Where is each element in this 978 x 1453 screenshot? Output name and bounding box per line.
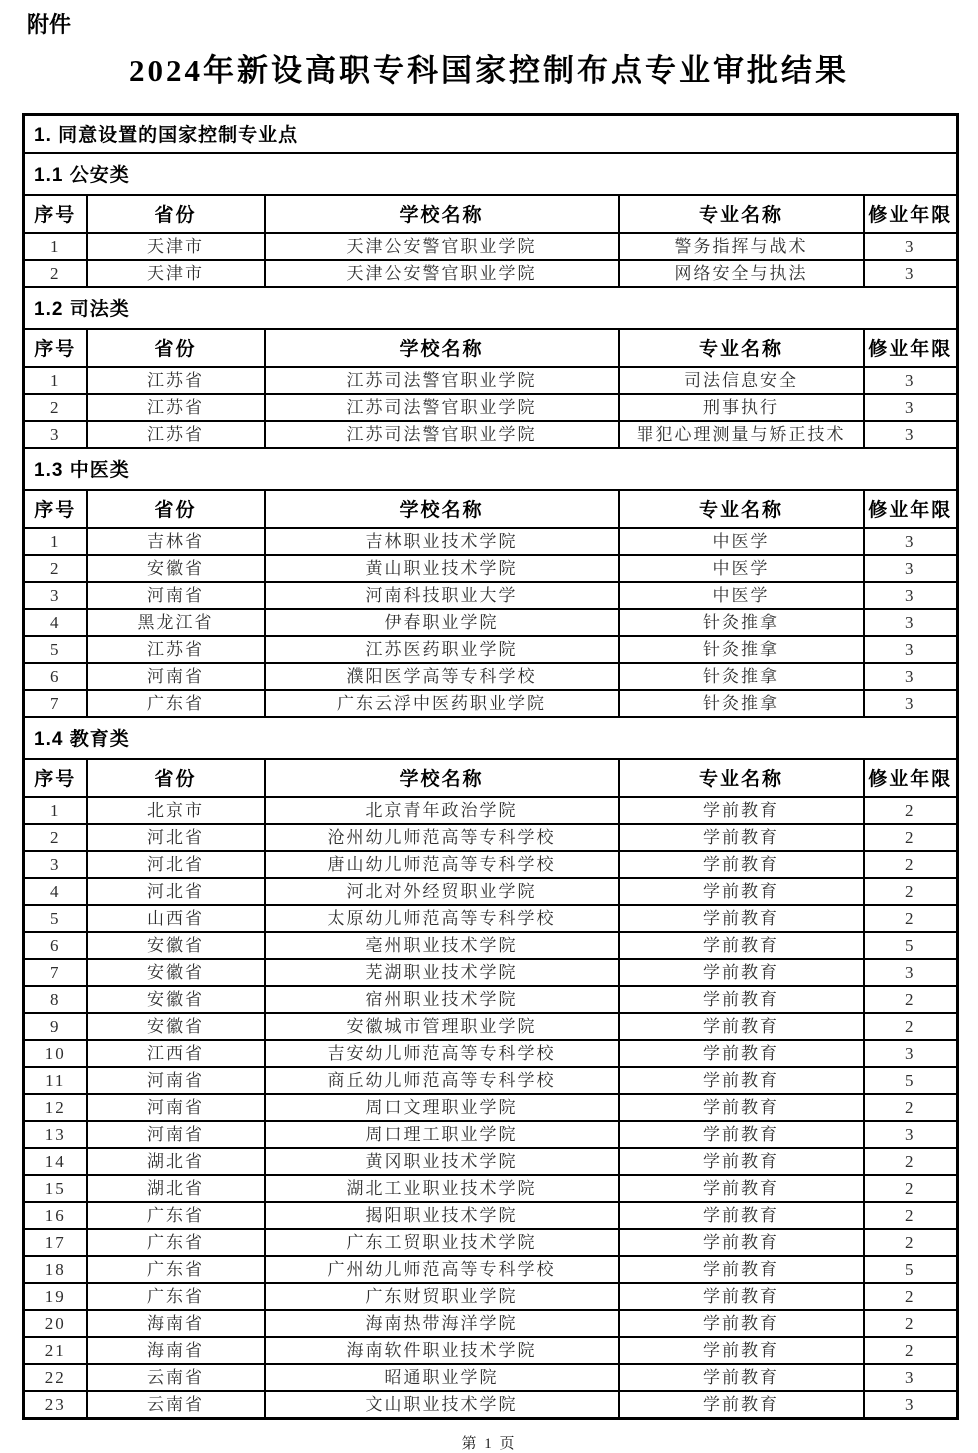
table-cell: 1: [24, 233, 87, 260]
table-cell: 2: [24, 394, 87, 421]
table-cell: 2: [24, 555, 87, 582]
column-header: 序号: [24, 759, 87, 797]
table-cell: 江苏省: [87, 421, 265, 448]
table-cell: 芜湖职业技术学院: [265, 959, 619, 986]
table-cell: 2: [24, 260, 87, 287]
table-row: [24, 555, 958, 582]
table-row: [24, 1040, 958, 1067]
table-cell: 广东云浮中医药职业学院: [265, 690, 619, 717]
table-cell: 2: [864, 797, 958, 824]
table-cell: 3: [864, 1364, 958, 1391]
table-cell: 河北对外经贸职业学院: [265, 878, 619, 905]
column-header-row: [24, 329, 958, 367]
table-cell: 安徽城市管理职业学院: [265, 1013, 619, 1040]
table-cell: 昭通职业学院: [265, 1364, 619, 1391]
table-cell: 唐山幼儿师范高等专科学校: [265, 851, 619, 878]
table-cell: 周口理工职业学院: [265, 1121, 619, 1148]
table-row: [24, 528, 958, 555]
table-cell: 3: [864, 636, 958, 663]
table-cell: 江苏医药职业学院: [265, 636, 619, 663]
table-cell: 3: [864, 663, 958, 690]
table-cell: 学前教育: [619, 1148, 864, 1175]
table-row: [24, 797, 958, 824]
table-cell: 3: [864, 528, 958, 555]
column-header: 修业年限: [864, 329, 958, 367]
table-cell: 18: [24, 1256, 87, 1283]
table-cell: 针灸推拿: [619, 636, 864, 663]
table-cell: 3: [864, 959, 958, 986]
table-row: [24, 233, 958, 260]
table-cell: 3: [864, 394, 958, 421]
subsection-label-row: [24, 287, 958, 329]
attachment-label: 附件: [27, 12, 72, 37]
table-cell: 2: [864, 1148, 958, 1175]
table-cell: 学前教育: [619, 986, 864, 1013]
table-cell: 广州幼儿师范高等专科学校: [265, 1256, 619, 1283]
table-cell: 12: [24, 1094, 87, 1121]
column-header: 学校名称: [265, 195, 619, 233]
table-cell: 天津市: [87, 260, 265, 287]
table-cell: 5: [24, 636, 87, 663]
table-cell: 21: [24, 1337, 87, 1364]
table-cell: 16: [24, 1202, 87, 1229]
table-cell: 刑事执行: [619, 394, 864, 421]
table-row: [24, 367, 958, 394]
column-header: 序号: [24, 490, 87, 528]
table-cell: 吉林省: [87, 528, 265, 555]
table-cell: 22: [24, 1364, 87, 1391]
table-row: [24, 1391, 958, 1419]
table-cell: 宿州职业技术学院: [265, 986, 619, 1013]
table-cell: 广东省: [87, 1256, 265, 1283]
table-cell: 8: [24, 986, 87, 1013]
table-cell: 19: [24, 1283, 87, 1310]
table-row: [24, 1067, 958, 1094]
table-cell: 北京青年政治学院: [265, 797, 619, 824]
table-row: [24, 959, 958, 986]
column-header: 序号: [24, 195, 87, 233]
table-cell: 3: [24, 582, 87, 609]
table-cell: 学前教育: [619, 1067, 864, 1094]
table-cell: 河南省: [87, 1094, 265, 1121]
table-cell: 湖北工业职业技术学院: [265, 1175, 619, 1202]
table-cell: 濮阳医学高等专科学校: [265, 663, 619, 690]
table-cell: 2: [864, 1175, 958, 1202]
subsection-label: 1.3 中医类: [24, 448, 958, 490]
section-title: 1. 同意设置的国家控制专业点: [24, 115, 958, 153]
table-cell: 河北省: [87, 851, 265, 878]
subsection-label-row: [24, 717, 958, 759]
table-cell: 江苏省: [87, 636, 265, 663]
table-cell: 文山职业技术学院: [265, 1391, 619, 1419]
column-header: 省份: [87, 329, 265, 367]
table-cell: 中医学: [619, 582, 864, 609]
table-cell: 3: [864, 555, 958, 582]
table-cell: 2: [864, 986, 958, 1013]
table-cell: 云南省: [87, 1391, 265, 1419]
table-cell: 江苏省: [87, 394, 265, 421]
subsection-label-row: [24, 153, 958, 195]
table-cell: 吉安幼儿师范高等专科学校: [265, 1040, 619, 1067]
table-cell: 针灸推拿: [619, 690, 864, 717]
table-cell: 河南省: [87, 582, 265, 609]
table-cell: 网络安全与执法: [619, 260, 864, 287]
table-cell: 6: [24, 663, 87, 690]
table-cell: 学前教育: [619, 932, 864, 959]
table-cell: 4: [24, 609, 87, 636]
table-cell: 学前教育: [619, 1202, 864, 1229]
table-cell: 2: [864, 878, 958, 905]
table-cell: 河南科技职业大学: [265, 582, 619, 609]
table-cell: 2: [864, 1013, 958, 1040]
table-cell: 5: [24, 905, 87, 932]
table-cell: 2: [24, 824, 87, 851]
column-header-row: [24, 195, 958, 233]
table-row: [24, 1229, 958, 1256]
table-cell: 沧州幼儿师范高等专科学校: [265, 824, 619, 851]
table-cell: 2: [864, 905, 958, 932]
table-cell: 学前教育: [619, 797, 864, 824]
table-cell: 江苏省: [87, 367, 265, 394]
approval-results-table: [22, 113, 959, 1420]
table-cell: 14: [24, 1148, 87, 1175]
column-header: 修业年限: [864, 195, 958, 233]
table-row: [24, 1337, 958, 1364]
table-row: [24, 636, 958, 663]
table-cell: 3: [864, 609, 958, 636]
table-cell: 河南省: [87, 1067, 265, 1094]
table-cell: 天津公安警官职业学院: [265, 260, 619, 287]
table-cell: 17: [24, 1229, 87, 1256]
column-header: 专业名称: [619, 759, 864, 797]
table-cell: 学前教育: [619, 1229, 864, 1256]
table-row: [24, 878, 958, 905]
table-cell: 5: [864, 1067, 958, 1094]
table-cell: 太原幼儿师范高等专科学校: [265, 905, 619, 932]
table-cell: 安徽省: [87, 986, 265, 1013]
table-cell: 3: [864, 421, 958, 448]
table-cell: 海南软件职业技术学院: [265, 1337, 619, 1364]
table-cell: 15: [24, 1175, 87, 1202]
table-cell: 学前教育: [619, 1310, 864, 1337]
table-cell: 北京市: [87, 797, 265, 824]
table-cell: 2: [864, 1283, 958, 1310]
table-cell: 河南省: [87, 1121, 265, 1148]
table-row: [24, 1283, 958, 1310]
table-cell: 学前教育: [619, 1013, 864, 1040]
table-cell: 3: [864, 233, 958, 260]
table-row: [24, 1202, 958, 1229]
table-cell: 海南省: [87, 1310, 265, 1337]
column-header: 专业名称: [619, 490, 864, 528]
table-cell: 3: [864, 1040, 958, 1067]
table-row: [24, 1094, 958, 1121]
table-row: [24, 260, 958, 287]
table-row: [24, 932, 958, 959]
table-cell: 河南省: [87, 663, 265, 690]
subsection-label-row: [24, 448, 958, 490]
table-cell: 3: [864, 1391, 958, 1419]
table-row: [24, 824, 958, 851]
table-cell: 司法信息安全: [619, 367, 864, 394]
table-cell: 2: [864, 1202, 958, 1229]
table-cell: 中医学: [619, 528, 864, 555]
table-cell: 商丘幼儿师范高等专科学校: [265, 1067, 619, 1094]
column-header-row: [24, 490, 958, 528]
table-cell: 天津市: [87, 233, 265, 260]
table-cell: 23: [24, 1391, 87, 1419]
table-cell: 安徽省: [87, 959, 265, 986]
table-cell: 湖北省: [87, 1175, 265, 1202]
subsection-label: 1.2 司法类: [24, 287, 958, 329]
table-cell: 学前教育: [619, 1283, 864, 1310]
table-cell: 学前教育: [619, 1337, 864, 1364]
table-cell: 学前教育: [619, 851, 864, 878]
table-row: [24, 1148, 958, 1175]
table-cell: 天津公安警官职业学院: [265, 233, 619, 260]
table-cell: 10: [24, 1040, 87, 1067]
table-cell: 3: [864, 367, 958, 394]
table-cell: 江苏司法警官职业学院: [265, 421, 619, 448]
column-header: 修业年限: [864, 490, 958, 528]
table-cell: 1: [24, 367, 87, 394]
table-row: [24, 1013, 958, 1040]
table-cell: 2: [864, 1337, 958, 1364]
table-cell: 学前教育: [619, 878, 864, 905]
table-row: [24, 582, 958, 609]
table-cell: 广东工贸职业技术学院: [265, 1229, 619, 1256]
column-header: 修业年限: [864, 759, 958, 797]
column-header: 学校名称: [265, 329, 619, 367]
table-cell: 2: [864, 1094, 958, 1121]
table-cell: 安徽省: [87, 932, 265, 959]
table-cell: 江苏司法警官职业学院: [265, 367, 619, 394]
table-cell: 20: [24, 1310, 87, 1337]
table-row: [24, 1121, 958, 1148]
table-cell: 7: [24, 690, 87, 717]
column-header: 专业名称: [619, 329, 864, 367]
table-cell: 针灸推拿: [619, 609, 864, 636]
table-cell: 广东省: [87, 1283, 265, 1310]
table-cell: 湖北省: [87, 1148, 265, 1175]
table-cell: 1: [24, 528, 87, 555]
table-cell: 黄山职业技术学院: [265, 555, 619, 582]
table-row: [24, 421, 958, 448]
table-cell: 7: [24, 959, 87, 986]
table-cell: 2: [864, 1229, 958, 1256]
table-cell: 学前教育: [619, 1094, 864, 1121]
column-header: 学校名称: [265, 490, 619, 528]
table-cell: 9: [24, 1013, 87, 1040]
table-row: [24, 690, 958, 717]
column-header: 省份: [87, 490, 265, 528]
page-title: 2024年新设高职专科国家控制布点专业审批结果: [129, 53, 849, 88]
table-cell: 3: [864, 1121, 958, 1148]
table-cell: 学前教育: [619, 1175, 864, 1202]
table-cell: 学前教育: [619, 1121, 864, 1148]
table-cell: 1: [24, 797, 87, 824]
subsection-label: 1.1 公安类: [24, 153, 958, 195]
table-cell: 学前教育: [619, 1364, 864, 1391]
table-cell: 黄冈职业技术学院: [265, 1148, 619, 1175]
table-cell: 2: [864, 824, 958, 851]
page-number: 第 1 页: [461, 1435, 517, 1452]
table-cell: 广东省: [87, 1229, 265, 1256]
table-cell: 江西省: [87, 1040, 265, 1067]
table-cell: 广东省: [87, 690, 265, 717]
table-cell: 伊春职业学院: [265, 609, 619, 636]
table-cell: 云南省: [87, 1364, 265, 1391]
column-header: 省份: [87, 195, 265, 233]
table-cell: 江苏司法警官职业学院: [265, 394, 619, 421]
table-cell: 4: [24, 878, 87, 905]
table-cell: 学前教育: [619, 959, 864, 986]
table-cell: 黑龙江省: [87, 609, 265, 636]
table-cell: 针灸推拿: [619, 663, 864, 690]
table-cell: 学前教育: [619, 824, 864, 851]
table-cell: 学前教育: [619, 1256, 864, 1283]
table-cell: 5: [864, 932, 958, 959]
column-header: 序号: [24, 329, 87, 367]
table-cell: 3: [864, 582, 958, 609]
table-row: [24, 1175, 958, 1202]
table-cell: 安徽省: [87, 555, 265, 582]
table-cell: 2: [864, 851, 958, 878]
table-cell: 河北省: [87, 824, 265, 851]
column-header: 省份: [87, 759, 265, 797]
column-header-row: [24, 759, 958, 797]
table-row: [24, 986, 958, 1013]
table-cell: 6: [24, 932, 87, 959]
table-cell: 11: [24, 1067, 87, 1094]
table-cell: 3: [864, 260, 958, 287]
column-header: 学校名称: [265, 759, 619, 797]
table-cell: 广东省: [87, 1202, 265, 1229]
table-cell: 广东财贸职业学院: [265, 1283, 619, 1310]
column-header: 专业名称: [619, 195, 864, 233]
table-cell: 2: [864, 1310, 958, 1337]
table-cell: 周口文理职业学院: [265, 1094, 619, 1121]
table-cell: 揭阳职业技术学院: [265, 1202, 619, 1229]
table-cell: 山西省: [87, 905, 265, 932]
table-cell: 学前教育: [619, 1391, 864, 1419]
table-cell: 罪犯心理测量与矫正技术: [619, 421, 864, 448]
table-cell: 3: [24, 421, 87, 448]
section-title-row: [24, 115, 958, 153]
table-row: [24, 905, 958, 932]
table-cell: 13: [24, 1121, 87, 1148]
table-row: [24, 1310, 958, 1337]
table-cell: 5: [864, 1256, 958, 1283]
table-cell: 吉林职业技术学院: [265, 528, 619, 555]
table-cell: 亳州职业技术学院: [265, 932, 619, 959]
table-cell: 警务指挥与战术: [619, 233, 864, 260]
table-cell: 安徽省: [87, 1013, 265, 1040]
table-row: [24, 1364, 958, 1391]
table-cell: 中医学: [619, 555, 864, 582]
table-cell: 河北省: [87, 878, 265, 905]
table-row: [24, 663, 958, 690]
table-row: [24, 609, 958, 636]
table-cell: 3: [24, 851, 87, 878]
table-cell: 海南热带海洋学院: [265, 1310, 619, 1337]
table-cell: 学前教育: [619, 1040, 864, 1067]
subsection-label: 1.4 教育类: [24, 717, 958, 759]
table-row: [24, 394, 958, 421]
table-cell: 3: [864, 690, 958, 717]
table-row: [24, 1256, 958, 1283]
table-row: [24, 851, 958, 878]
table-cell: 学前教育: [619, 905, 864, 932]
table-cell: 海南省: [87, 1337, 265, 1364]
